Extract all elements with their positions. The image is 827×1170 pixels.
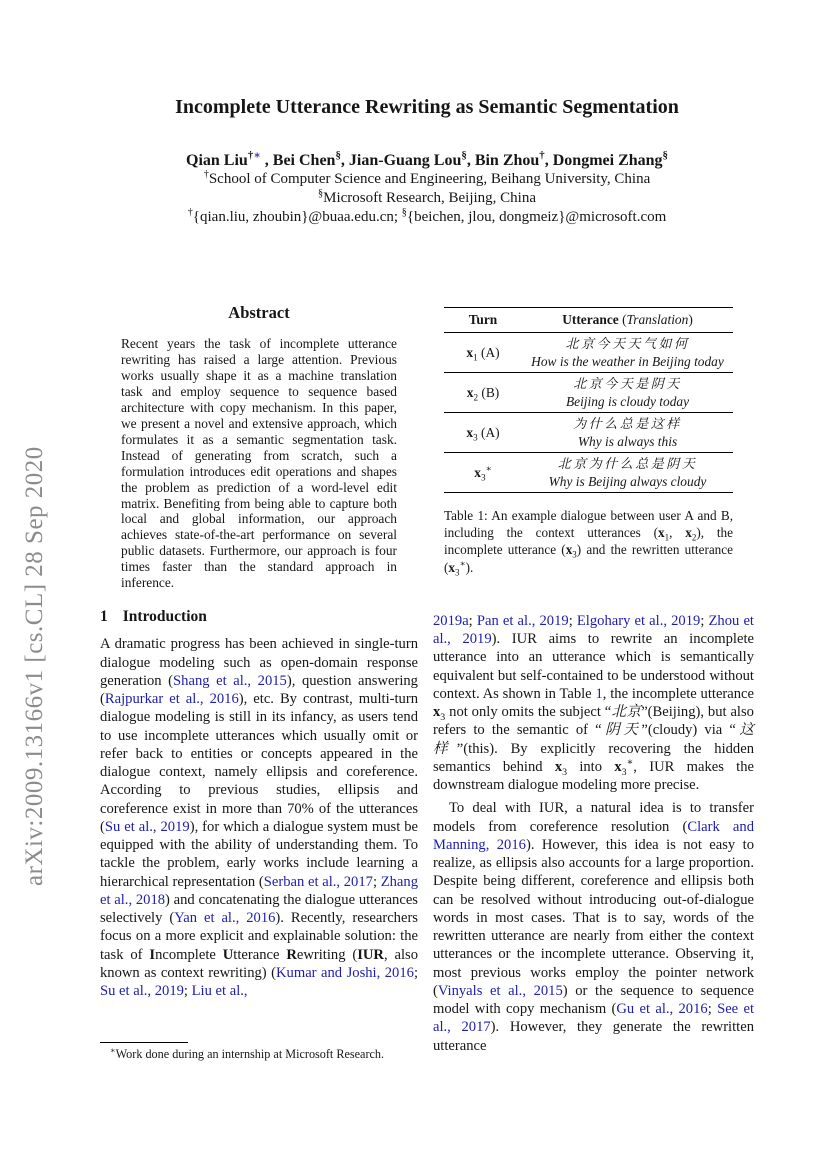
turn-cell <box>444 465 522 481</box>
text-segment: ). Recently, researchers focus on a more explicit and explainable solution: the task of <box>100 910 418 963</box>
text-segment: U <box>222 946 234 963</box>
citation-link[interactable]: Liu et al., <box>191 983 248 999</box>
text-segment: ) <box>688 312 693 327</box>
text-segment: ) and concatenating the dialogue utterances selectively ( <box>100 891 418 926</box>
utterance-chinese: 北京今天是阴天 <box>573 376 682 391</box>
utterance-chinese: 北京为什么总是阴天 <box>557 456 698 471</box>
text-segment: Translation <box>626 312 689 327</box>
text-segment: Table 1: An example dialogue between user A and B, including the context utterances ( <box>444 508 733 541</box>
text-segment: 3 <box>440 711 446 723</box>
text-segment: 2 <box>691 532 697 543</box>
text-segment: (B) <box>478 384 500 400</box>
citation-link[interactable]: Zhou et al., 2019 <box>433 612 754 648</box>
affiliation-2 <box>90 189 764 208</box>
table-row <box>444 453 733 492</box>
text-segment: , Dongmei Zhang <box>544 152 663 169</box>
text-segment: 3 <box>572 550 577 561</box>
footnote-rule <box>100 1042 188 1043</box>
text-segment: Microsoft Research, Beijing, China <box>323 190 536 206</box>
text-segment: ). However, they generate the rewritten utterance <box>433 1019 754 1054</box>
utterance-translation: Why is always this <box>577 433 678 449</box>
text-segment: ; <box>568 612 577 629</box>
text-segment: ”(cloudy) via “ <box>641 722 736 739</box>
text-segment: Work done during an internship at Microsoft Research. <box>115 1047 385 1061</box>
text-segment: Utterance <box>562 312 619 327</box>
section-title: Introduction <box>122 608 207 626</box>
text-segment: ”(this). By explicitly recovering the hidden semantics behind <box>433 740 754 775</box>
example-dialogue-table <box>444 307 733 493</box>
text-segment: ; <box>183 983 192 999</box>
text-segment: ( <box>618 312 627 327</box>
utterance-translation: How is the weather in Beijing today <box>531 353 724 369</box>
text-segment: {beichen, jlou, dongmeiz}@microsoft.com <box>406 209 667 225</box>
citation-link[interactable]: See et al., 2017 <box>433 1001 754 1036</box>
text-segment: § <box>461 149 467 162</box>
text-segment: x <box>466 344 474 360</box>
table-row <box>444 333 733 373</box>
utterance-cell <box>522 455 733 490</box>
text-segment: 3 <box>480 472 486 483</box>
text-segment: A dramatic progress has been achieved in single-turn dialogue modeling such as open-domain response generation ( <box>100 636 418 689</box>
table-header-utterance <box>522 312 733 328</box>
text-segment: not only omits the subject “ <box>445 704 612 721</box>
text-segment: 1 <box>473 352 478 363</box>
text-segment: x <box>554 758 563 775</box>
text-segment: ewriting ( <box>296 946 358 963</box>
text-segment: tterance <box>233 946 287 963</box>
text-segment: § <box>335 149 341 162</box>
text-segment: 2 <box>473 392 479 403</box>
table-row <box>444 413 733 453</box>
text-segment: 3 <box>455 567 460 578</box>
citation-link[interactable]: Clark and Manning, 2016 <box>433 818 754 853</box>
citation-link[interactable]: Su et al., 2019 <box>104 818 190 835</box>
text-segment: 阴天 <box>601 722 642 739</box>
text-segment: , Bin Zhou <box>466 152 540 169</box>
section-number: 1 <box>100 608 108 626</box>
citation-link[interactable]: Serban et al., 2017 <box>263 873 373 890</box>
text-segment: ), etc. By contrast, multi-turn dialogue modeling is still in its infancy, as users tend to use incomplete utterances which usually omit or refer back to entities or concepts appeared in the dialogue context, namely ellipsis and coreference. According to previous studies, ellipsis and coreference exist in more than 70% of the utterances ( <box>100 691 418 835</box>
text-segment: 3 <box>562 766 568 778</box>
text-segment: x <box>565 542 573 558</box>
text-segment: To deal with IUR, a natural idea is to transfer models from coreference resolution ( <box>433 800 754 835</box>
text-segment: x <box>448 559 455 575</box>
footnote-text <box>100 1047 418 1061</box>
footnote <box>100 1042 418 1061</box>
text-segment: 3 <box>473 432 478 443</box>
text-segment: † <box>187 207 193 218</box>
text-segment: , <box>669 525 686 541</box>
text-segment: x <box>466 424 474 440</box>
utterance-chinese: 为什么总是这样 <box>573 416 682 431</box>
text-segment: ). However, this idea is not easy to realize, as ellipsis also accounts for a large proportion. Despite being different, coreference and ellipsis both can be resolved without introducing out-of-dialogue words in most cases. That is to say, words of the rewritten utterance are nearly from either the context utterances or the incomplete utterance. Observing it, most previous works employ the pointer network ( <box>433 836 754 999</box>
text-segment: , Jian-Guang Lou <box>340 152 462 169</box>
text-segment: ; <box>413 964 418 981</box>
text-segment: , Bei Chen <box>260 152 336 169</box>
text-segment: ∗ <box>626 756 634 768</box>
text-segment: ; <box>707 1001 718 1018</box>
utterance-translation: Why is Beijing always cloudy <box>548 473 707 489</box>
abstract-text: Recent years the task of incomplete utterance rewriting has raised a large attention. Previous works usually shape it as a machine translation task and employ sequence to sequence based architecture with copy mechanism. In this paper, we present a novel and extensive approach, which formulates it as a semantic segmentation task. Instead of generating from scratch, such a formulation introduces edit operations and shapes the problem as prediction of a word-level edit matrix. Benefiting from being able to capture both local and global information, our approach achieves state-of-the-art performance on several public datasets. Furthermore, our approach is four times faster than the standard approach in inference. <box>121 336 397 591</box>
right-column <box>433 296 754 1055</box>
text-segment: R <box>286 946 297 963</box>
text-segment: x <box>466 384 474 400</box>
text-segment: , also known as context rewriting) ( <box>100 946 418 981</box>
text-segment: School of Computer Science and Engineering, Beihang University, China <box>208 171 651 187</box>
text-segment: into <box>567 758 615 775</box>
table-1-caption <box>444 507 733 576</box>
text-segment: ∗ <box>485 463 492 474</box>
affiliation-1 <box>90 170 764 189</box>
paper-header <box>90 96 764 119</box>
text-segment: † <box>203 169 209 180</box>
text-segment: 3 <box>621 766 627 778</box>
text-segment: ). <box>465 559 474 575</box>
text-segment: Qian Liu <box>186 152 248 169</box>
text-segment: ). IUR aims to rewrite an incomplete utterance into an utterance which is semantically equivalent but self-contained to be understood without context. As shown in Table <box>433 631 754 702</box>
text-segment: § <box>401 207 407 218</box>
text-segment: 北京 <box>611 704 642 721</box>
intro-paragraph-1 <box>100 635 418 1000</box>
text-segment: ; <box>700 612 709 629</box>
author-block <box>90 151 764 227</box>
text-segment: 这样 <box>433 722 754 757</box>
text-segment: † <box>539 149 545 162</box>
citation-link[interactable]: Vinyals et al., 2015 <box>437 982 563 999</box>
text-segment: ), the incomplete utterance ( <box>444 525 733 558</box>
paper-title: Incomplete Utterance Rewriting as Semantic Segmentation <box>175 96 679 118</box>
utterance-translation: Beijing is cloudy today <box>565 393 690 409</box>
text-segment: IUR <box>357 946 384 963</box>
citation-link[interactable]: Elgohary et al., 2019 <box>576 612 701 629</box>
text-segment: , IUR makes the downstream dialogue modeling more precise. <box>433 758 754 794</box>
table-header-turn <box>444 312 522 328</box>
turn-cell <box>444 385 522 401</box>
text-segment: Turn <box>468 312 498 327</box>
abstract-heading: Abstract <box>228 303 290 322</box>
text-segment: x <box>658 525 665 541</box>
text-segment: x <box>685 525 692 541</box>
text-segment: ∗ <box>110 1045 116 1055</box>
citation-link[interactable]: Gu et al., 2016 <box>616 1001 708 1018</box>
text-segment: ), for which a dialogue system must be equipped with the ability of understanding them. To tackle the problem, early works include learning a hierarchical representation ( <box>100 818 418 890</box>
text-segment: x <box>614 758 622 775</box>
utterance-chinese: 北京今天天气如何 <box>565 336 690 351</box>
citation-link[interactable]: Shang et al., 2015 <box>173 672 287 689</box>
arxiv-watermark: arXiv:2009.13166v1 [cs.CL] 28 Sep 2020 <box>21 446 48 886</box>
citation-link[interactable]: Kumar and Joshi, 2016 <box>276 964 414 981</box>
citation-link[interactable]: 1 <box>595 685 603 702</box>
text-segment: x <box>433 704 441 721</box>
text-segment: I <box>149 946 156 963</box>
text-segment: {qian.liu, zhoubin}@buaa.edu.cn; <box>192 209 402 225</box>
citation-link[interactable]: ∗ <box>253 149 261 162</box>
citation-link[interactable]: Pan et al., 2019 <box>476 612 569 629</box>
turn-cell <box>444 425 522 441</box>
text-segment: ; <box>468 612 477 629</box>
citation-link[interactable]: Zhang et al., 2018 <box>100 873 418 908</box>
text-segment: ∗ <box>459 558 466 569</box>
utterance-cell <box>522 335 733 370</box>
text-segment: (A) <box>477 344 500 360</box>
section-1-heading <box>100 608 418 626</box>
left-column <box>100 303 418 1000</box>
text-segment: ), question answering ( <box>100 672 418 707</box>
text-segment: ”(Beijing), but also refers to the semantic of “ <box>433 704 754 739</box>
utterance-cell <box>522 375 733 410</box>
text-segment: x <box>474 464 481 480</box>
author-line <box>90 151 764 170</box>
email-line <box>90 208 764 227</box>
text-segment: † <box>247 149 254 162</box>
turn-cell <box>444 345 522 361</box>
utterance-cell <box>522 415 733 450</box>
text-segment: ) and the rewritten utterance ( <box>444 542 733 575</box>
text-segment: ncomplete <box>155 946 223 963</box>
text-segment: § <box>662 149 668 162</box>
citation-link[interactable]: 2019a <box>433 612 469 629</box>
text-segment: § <box>318 188 324 199</box>
text-segment: ; <box>372 873 381 890</box>
body-paragraph-continuation <box>433 612 754 795</box>
body-paragraph-2 <box>433 799 754 1055</box>
citation-link[interactable]: Su et al., 2019 <box>100 983 184 999</box>
table-1 <box>444 307 733 576</box>
table-row <box>444 373 733 413</box>
text-segment: 1 <box>664 532 670 543</box>
citation-link[interactable]: Yan et al., 2016 <box>174 910 276 926</box>
text-segment: , the incomplete utterance <box>602 685 755 702</box>
text-segment: (A) <box>477 424 500 440</box>
table-header-row <box>444 308 733 333</box>
text-segment: ) or the sequence to sequence model with copy mechanism ( <box>433 982 754 1018</box>
citation-link[interactable]: Rajpurkar et al., 2016 <box>104 691 239 707</box>
